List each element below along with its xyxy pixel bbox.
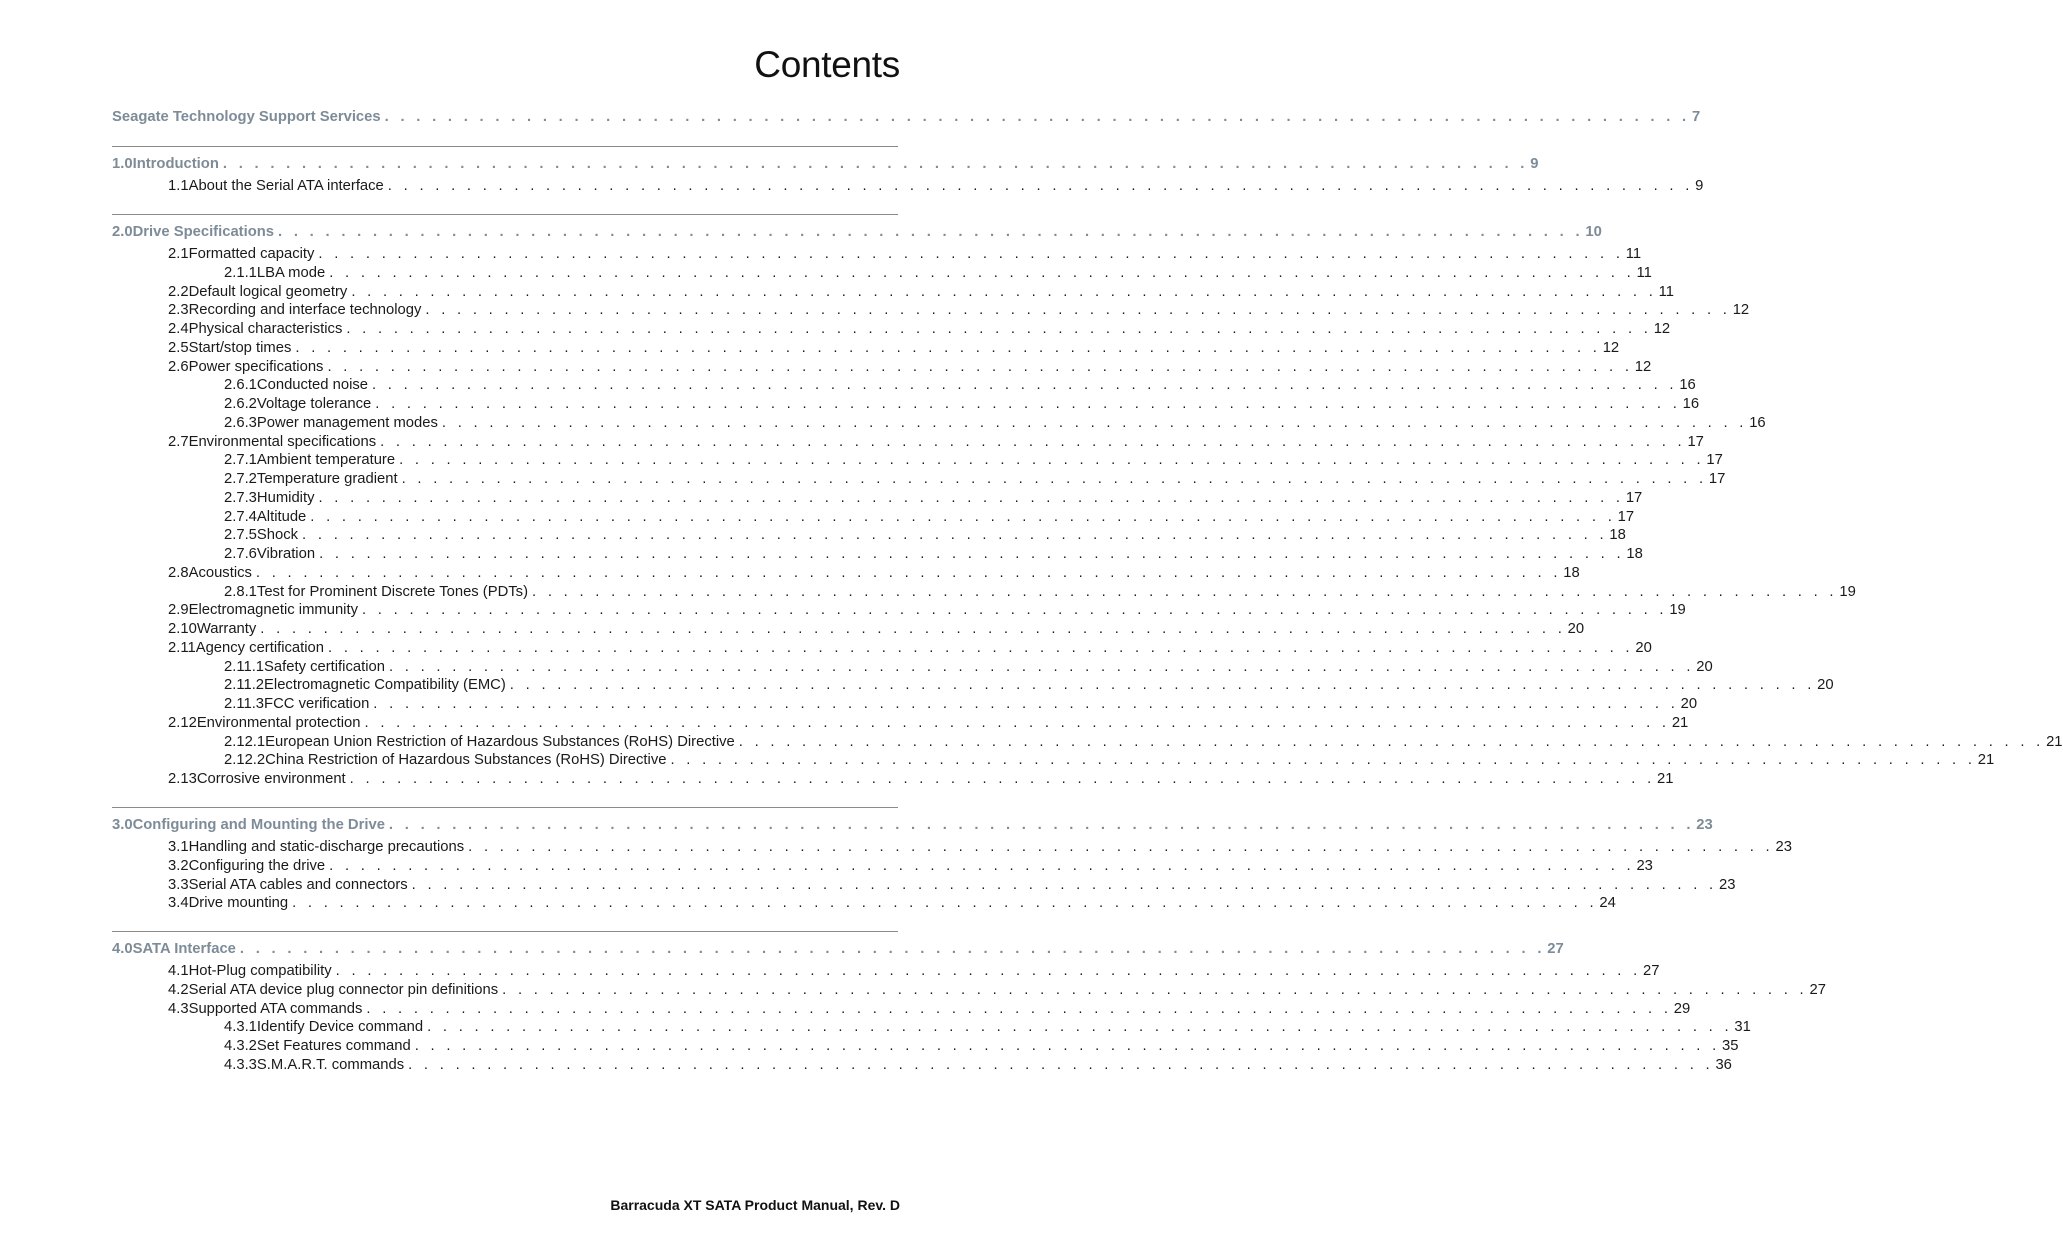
toc-subsection-entry[interactable] xyxy=(168,301,1750,320)
toc-entry-number: 2.11.3 xyxy=(224,696,265,712)
dot-leader: . . . . . . . . . . . . . . . . . . . . . . . . . . . . . . . . . . . . . . . . . . . . . . . . . . . . . . . . . . . . . . . . . . . . . . . . . . . . . . . . . . . xyxy=(222,156,1529,172)
toc-entry-page: 20 xyxy=(1635,640,1652,656)
toc-entry-number: 2.11.2 xyxy=(224,677,265,693)
toc-entry-page: 11 xyxy=(1625,246,1642,262)
toc-entry-page: 12 xyxy=(1634,359,1652,375)
toc-subsection-entry[interactable] xyxy=(168,358,1652,377)
toc-entry-title: LBA mode xyxy=(256,265,326,281)
page-footer: Barracuda XT SATA Product Manual, Rev. D xyxy=(610,1197,900,1213)
toc-entry-number: 4.2 xyxy=(168,982,189,998)
toc-entry-title: Default logical geometry xyxy=(188,284,348,300)
toc-entry-page: 21 xyxy=(1977,752,1995,768)
toc-entry-page: 16 xyxy=(1749,415,1766,431)
toc-subsection-entry[interactable] xyxy=(168,714,1689,733)
dot-leader: . . . . . . . . . . . . . . . . . . . . . . . . . . . . . . . . . . . . . . . . . . . . . . . . . . . . . . . . . . . . . . . . . . . . . . . . . . . . . . . . . . . xyxy=(278,224,1584,240)
toc-entry-number: 2.5 xyxy=(168,340,189,356)
toc-entry-page: 31 xyxy=(1734,1019,1751,1035)
toc-entry-page: 11 xyxy=(1658,284,1675,300)
toc-entry-title: SATA Interface xyxy=(132,941,236,957)
toc-entry-title: European Union Restriction of Hazardous Substances (RoHS) Directive xyxy=(265,734,735,750)
dot-leader: . . . . . . . . . . . . . . . . . . . . . . . . . . . . . . . . . . . . . . . . . . . . . . . . . . . . . . . . . . . . . . . . . . . . . . . . . . . . . . . . . . . xyxy=(670,752,1976,768)
toc-entry-number: 2.6.1 xyxy=(224,377,257,393)
toc-entry-number: 4.3.3 xyxy=(224,1057,257,1073)
toc-subsubsection-entry[interactable] xyxy=(224,751,1995,770)
toc-entry-page: 18 xyxy=(1626,546,1643,562)
toc-subsubsection-entry[interactable] xyxy=(224,470,1726,489)
toc-entry-title: Warranty xyxy=(196,621,257,637)
dot-leader: . . . . . . . . . . . . . . . . . . . . . . . . . . . . . . . . . . . . . . . . . . . . . . . . . . . . . . . . . . . . . . . . . . . . . . . . . . . . . . . . . . . xyxy=(387,178,1694,194)
toc-subsection-entry[interactable] xyxy=(168,639,1652,658)
toc-subsection-entry[interactable] xyxy=(168,1000,1691,1019)
toc-entry-page: 23 xyxy=(1696,817,1713,833)
toc-entry-page: 10 xyxy=(1585,224,1602,240)
toc-entry-title: FCC verification xyxy=(264,696,370,712)
toc-subsection-entry[interactable] xyxy=(168,894,1616,913)
toc-subsubsection-entry[interactable] xyxy=(224,583,1856,602)
dot-leader: . . . . . . . . . . . . . . . . . . . . . . . . . . . . . . . . . . . . . . . . . . . . . . . . . . . . . . . . . . . . . . . . . . . . . . . . . . . . . . . . . . . xyxy=(364,715,1670,731)
dot-leader: . . . . . . . . . . . . . . . . . . . . . . . . . . . . . . . . . . . . . . . . . . . . . . . . . . . . . . . . . . . . . . . . . . . . . . . . . . . . . . . . . . . xyxy=(468,839,1774,855)
toc-entry-number: 2.7.6 xyxy=(224,546,257,562)
toc-entry-title: Humidity xyxy=(256,490,315,506)
toc-entry-title: China Restriction of Hazardous Substances (RoHS) Directive xyxy=(265,752,667,768)
dot-leader: . . . . . . . . . . . . . . . . . . . . . . . . . . . . . . . . . . . . . . . . . . . . . . . . . . . . . . . . . . . . . . . . . . . . . . . . . . . . . . . . . . . xyxy=(302,527,1608,543)
toc-entry-number: 2.4 xyxy=(168,321,189,337)
toc-entry-page: 19 xyxy=(1669,602,1686,618)
toc-entry-number: 3.0 xyxy=(112,817,133,833)
dot-leader: . . . . . . . . . . . . . . . . . . . . . . . . . . . . . . . . . . . . . . . . . . . . . . . . . . . . . . . . . . . . . . . . . . . . . . . . . . . . . . . . . . . xyxy=(329,858,1635,874)
toc-entry-number: 4.1 xyxy=(168,963,189,979)
toc-entry-number: 2.6 xyxy=(168,359,189,375)
toc-entry-page: 12 xyxy=(1653,321,1671,337)
toc-subsubsection-entry[interactable] xyxy=(224,545,1643,564)
toc-entry-page: 17 xyxy=(1617,509,1635,525)
dot-leader: . . . . . . . . . . . . . . . . . . . . . . . . . . . . . . . . . . . . . . . . . . . . . . . . . . . . . . . . . . . . . . . . . . . . . . . . . . . . . . . . . . . xyxy=(401,471,1707,487)
toc-entry-title: Serial ATA cables and connectors xyxy=(188,877,408,893)
toc-entry-page: 36 xyxy=(1715,1057,1732,1073)
dot-leader: . . . . . . . . . . . . . . . . . . . . . . . . . . . . . . . . . . . . . . . . . . . . . . . . . . . . . . . . . . . . . . . . . . . . . . . . . . . . . . . . . . . xyxy=(310,509,1616,525)
toc-entry-page: 29 xyxy=(1673,1001,1691,1017)
toc-entry-page: 27 xyxy=(1547,941,1564,957)
toc-entry-number: 2.1.1 xyxy=(224,265,257,281)
toc-entry-title: Start/stop times xyxy=(188,340,292,356)
dot-leader: . . . . . . . . . . . . . . . . . . . . . . . . . . . . . . . . . . . . . . . . . . . . . . . . . . . . . . . . . . . . . . . . . . . . . . . . . . . . . . . . . . . xyxy=(292,895,1598,911)
toc-entry-number: 2.12 xyxy=(168,715,197,731)
toc-subsection-entry[interactable] xyxy=(168,857,1653,876)
toc-entry-number: 2.6.2 xyxy=(224,396,257,412)
toc-entry-title: Environmental specifications xyxy=(188,434,377,450)
toc-subsubsection-entry[interactable] xyxy=(224,451,1723,470)
toc-entry-title: Configuring the drive xyxy=(188,858,326,874)
dot-leader: . . . . . . . . . . . . . . . . . . . . . . . . . . . . . . . . . . . . . . . . . . . . . . . . . . . . . . . . . . . . . . . . . . . . . . . . . . . . . . . . . . . xyxy=(371,377,1678,393)
toc-entry-number: 4.3.1 xyxy=(224,1019,257,1035)
toc-entry-number: 2.8 xyxy=(168,565,189,581)
toc-entry-number: 2.9 xyxy=(168,602,189,618)
dot-leader: . . . . . . . . . . . . . . . . . . . . . . . . . . . . . . . . . . . . . . . . . . . . . . . . . . . . . . . . . . . . . . . . . . . . . . . . . . . . . . . . . . . xyxy=(346,321,1652,337)
toc-subsubsection-entry[interactable] xyxy=(224,376,1696,395)
toc-entry-number: 2.7.1 xyxy=(224,452,257,468)
dot-leader: . . . . . . . . . . . . . . . . . . . . . . . . . . . . . . . . . . . . . . . . . . . . . . . . . . . . . . . . . . . . . . . . . . . . . . . . . . . . . . . . . . . xyxy=(425,302,1731,318)
toc-subsubsection-entry[interactable] xyxy=(224,658,1713,677)
toc-section-heading[interactable] xyxy=(112,155,1539,174)
toc-entry-number: 3.4 xyxy=(168,895,189,911)
toc-subsubsection-entry[interactable] xyxy=(224,1056,1732,1075)
toc-entry-title: Formatted capacity xyxy=(188,246,315,262)
toc-subsection-entry[interactable] xyxy=(168,283,1675,302)
toc-entry-number: 2.7.2 xyxy=(224,471,257,487)
toc-entry-title: Power management modes xyxy=(256,415,438,431)
toc-entry-page: 23 xyxy=(1718,877,1736,893)
toc-subsubsection-entry[interactable] xyxy=(224,1037,1739,1056)
toc-entry-page: 27 xyxy=(1809,982,1826,998)
toc-subsubsection-entry[interactable] xyxy=(224,676,1834,695)
section-divider xyxy=(112,214,898,215)
toc-entry-title: Shock xyxy=(256,527,299,543)
toc-entry-number: 2.11 xyxy=(168,640,196,656)
toc-entry-title: Seagate Technology Support Services xyxy=(112,109,381,125)
toc-subsection-entry[interactable] xyxy=(168,601,1686,620)
dot-leader: . . . . . . . . . . . . . . . . . . . . . . . . . . . . . . . . . . . . . . . . . . . . . . . . . . . . . . . . . . . . . . . . . . . . . . . . . . . . . . . . . . . xyxy=(502,982,1808,998)
toc-entry-page: 23 xyxy=(1775,839,1792,855)
toc-subsection-entry[interactable] xyxy=(168,962,1660,981)
toc-subsubsection-entry[interactable] xyxy=(224,414,1766,433)
toc-subsection-entry[interactable] xyxy=(168,564,1580,583)
toc-entry-title: Environmental protection xyxy=(196,715,361,731)
toc-entry-title: S.M.A.R.T. commands xyxy=(256,1057,405,1073)
toc-entry-page: 17 xyxy=(1706,452,1723,468)
toc-entry-number: 2.13 xyxy=(168,771,197,787)
toc-entry-page: 21 xyxy=(1657,771,1674,787)
toc-subsubsection-entry[interactable] xyxy=(224,733,2063,752)
dot-leader: . . . . . . . . . . . . . . . . . . . . . . . . . . . . . . . . . . . . . . . . . . . . . . . . . . . . . . . . . . . . . . . . . . . . . . . . . . . . . . . . . . . xyxy=(255,565,1562,581)
toc-entry-number: 4.0 xyxy=(112,941,133,957)
toc-entry-page: 18 xyxy=(1563,565,1580,581)
toc-entry-title: Power specifications xyxy=(188,359,324,375)
toc-subsubsection-entry[interactable] xyxy=(224,264,1652,283)
toc-section-heading[interactable] xyxy=(112,223,1602,242)
toc-entry-title: Serial ATA device plug connector pin definitions xyxy=(188,982,499,998)
toc-entry-title: Supported ATA commands xyxy=(188,1001,363,1017)
toc-entry-title: Corrosive environment xyxy=(196,771,346,787)
toc-entry-title: Recording and interface technology xyxy=(188,302,422,318)
toc-entry-number: 2.3 xyxy=(168,302,189,318)
dot-leader: . . . . . . . . . . . . . . . . . . . . . . . . . . . . . . . . . . . . . . . . . . . . . . . . . . . . . . . . . . . . . . . . . . . . . . . . . . . . . . . . . . . xyxy=(388,817,1695,833)
toc-entry-page: 9 xyxy=(1530,156,1539,172)
section-divider xyxy=(112,146,898,147)
dot-leader: . . . . . . . . . . . . . . . . . . . . . . . . . . . . . . . . . . . . . . . . . . . . . . . . . . . . . . . . . . . . . . . . . . . . . . . . . . . . . . . . . . . xyxy=(380,434,1686,450)
dot-leader: . . . . . . . . . . . . . . . . . . . . . . . . . . . . . . . . . . . . . . . . . . . . . . . . . . . . . . . . . . . . . . . . . . . . . . . . . . . . . . . . . . . xyxy=(411,877,1717,893)
dot-leader: . . . . . . . . . . . . . . . . . . . . . . . . . . . . . . . . . . . . . . . . . . . . . . . . . . . . . . . . . . . . . . . . . . . . . . . . . . . . . . . . . . . xyxy=(319,546,1625,562)
toc-entry-page: 20 xyxy=(1696,659,1713,675)
toc-subsection-entry[interactable] xyxy=(168,876,1736,895)
toc-entry-number: 2.10 xyxy=(168,621,197,637)
toc-subsubsection-entry[interactable] xyxy=(224,695,1698,714)
dot-leader: . . . . . . . . . . . . . . . . . . . . . . . . . . . . . . . . . . . . . . . . . . . . . . . . . . . . . . . . . . . . . . . . . . . . . . . . . . . . . . . . . . . xyxy=(328,640,1634,656)
toc-entry-title: Physical characteristics xyxy=(188,321,343,337)
toc-entry-title: Agency certification xyxy=(195,640,325,656)
toc-section-heading[interactable] xyxy=(112,940,1564,959)
toc-entry-title: Electromagnetic Compatibility (EMC) xyxy=(264,677,506,693)
toc-entry-page: 12 xyxy=(1732,302,1750,318)
dot-leader: . . . . . . . . . . . . . . . . . . . . . . . . . . . . . . . . . . . . . . . . . . . . . . . . . . . . . . . . . . . . . . . . . . . . . . . . . . . . . . . . . . . xyxy=(399,452,1705,468)
toc-entry-page: 17 xyxy=(1687,434,1704,450)
toc-entry-number: 2.0 xyxy=(112,224,133,240)
toc-entry-page: 17 xyxy=(1625,490,1643,506)
dot-leader: . . . . . . . . . . . . . . . . . . . . . . . . . . . . . . . . . . . . . . . . . . . . . . . . . . . . . . . . . . . . . . . . . . . . . . . . . . . . . . . . . . . xyxy=(349,771,1655,787)
section-divider xyxy=(112,931,898,932)
toc-subsection-entry[interactable] xyxy=(168,320,1671,339)
dot-leader: . . . . . . . . . . . . . . . . . . . . . . . . . . . . . . . . . . . . . . . . . . . . . . . . . . . . . . . . . . . . . . . . . . . . . . . . . . . . . . . . . . . xyxy=(384,109,1690,125)
toc-entry-number: 1.0 xyxy=(112,156,133,172)
dot-leader: . . . . . . . . . . . . . . . . . . . . . . . . . . . . . . . . . . . . . . . . . . . . . . . . . . . . . . . . . . . . . . . . . . . . . . . . . . . . . . . . . . . xyxy=(509,677,1816,693)
toc-entry-number: 2.12.1 xyxy=(224,734,266,750)
toc-entry-title: Identify Device command xyxy=(256,1019,424,1035)
dot-leader: . . . . . . . . . . . . . . . . . . . . . . . . . . . . . . . . . . . . . . . . . . . . . . . . . . . . . . . . . . . . . . . . . . . . . . . . . . . . . . . . . . . xyxy=(414,1038,1721,1054)
toc-subsection-entry[interactable] xyxy=(168,770,1674,789)
toc-subsection-entry[interactable] xyxy=(168,981,1826,1000)
toc-entry-title: Introduction xyxy=(132,156,219,172)
toc-entry-page: 21 xyxy=(2046,734,2063,750)
dot-leader: . . . . . . . . . . . . . . . . . . . . . . . . . . . . . . . . . . . . . . . . . . . . . . . . . . . . . . . . . . . . . . . . . . . . . . . . . . . . . . . . . . . xyxy=(295,340,1601,356)
toc-entry-page: 16 xyxy=(1679,377,1696,393)
dot-leader: . . . . . . . . . . . . . . . . . . . . . . . . . . . . . . . . . . . . . . . . . . . . . . . . . . . . . . . . . . . . . . . . . . . . . . . . . . . . . . . . . . . xyxy=(738,734,2045,750)
dot-leader: . . . . . . . . . . . . . . . . . . . . . . . . . . . . . . . . . . . . . . . . . . . . . . . . . . . . . . . . . . . . . . . . . . . . . . . . . . . . . . . . . . . xyxy=(408,1057,1714,1073)
dot-leader: . . . . . . . . . . . . . . . . . . . . . . . . . . . . . . . . . . . . . . . . . . . . . . . . . . . . . . . . . . . . . . . . . . . . . . . . . . . . . . . . . . . xyxy=(239,941,1546,957)
toc-entry-page: 16 xyxy=(1682,396,1700,412)
toc-subsection-entry[interactable] xyxy=(168,339,1620,358)
toc-entry-page: 20 xyxy=(1817,677,1834,693)
toc-entry-number: 2.1 xyxy=(168,246,189,262)
dot-leader: . . . . . . . . . . . . . . . . . . . . . . . . . . . . . . . . . . . . . . . . . . . . . . . . . . . . . . . . . . . . . . . . . . . . . . . . . . . . . . . . . . . xyxy=(388,659,1695,675)
toc-subsection-entry[interactable] xyxy=(168,245,1642,264)
toc-subsubsection-entry[interactable] xyxy=(224,489,1643,508)
toc-entry-number: 2.7.4 xyxy=(224,509,257,525)
dot-leader: . . . . . . . . . . . . . . . . . . . . . . . . . . . . . . . . . . . . . . . . . . . . . . . . . . . . . . . . . . . . . . . . . . . . . . . . . . . . . . . . . . . xyxy=(361,602,1668,618)
toc-entry-page: 20 xyxy=(1567,621,1585,637)
dot-leader: . . . . . . . . . . . . . . . . . . . . . . . . . . . . . . . . . . . . . . . . . . . . . . . . . . . . . . . . . . . . . . . . . . . . . . . . . . . . . . . . . . . xyxy=(375,396,1681,412)
toc-entry-title: Voltage tolerance xyxy=(256,396,372,412)
toc-entry-title: Drive mounting xyxy=(188,895,289,911)
toc-entry-title: Handling and static-discharge precautions xyxy=(188,839,465,855)
toc-entry-number: 2.6.3 xyxy=(224,415,257,431)
toc-entry-number: 2.8.1 xyxy=(224,584,257,600)
toc-entry-title: Hot-Plug compatibility xyxy=(188,963,332,979)
toc-entry-number: 2.2 xyxy=(168,284,189,300)
dot-leader: . . . . . . . . . . . . . . . . . . . . . . . . . . . . . . . . . . . . . . . . . . . . . . . . . . . . . . . . . . . . . . . . . . . . . . . . . . . . . . . . . . . xyxy=(441,415,1748,431)
page-title: Contents xyxy=(754,44,900,85)
toc-entry-page: 23 xyxy=(1636,858,1653,874)
toc-entry-title: Configuring and Mounting the Drive xyxy=(132,817,385,833)
dot-leader: . . . . . . . . . . . . . . . . . . . . . . . . . . . . . . . . . . . . . . . . . . . . . . . . . . . . . . . . . . . . . . . . . . . . . . . . . . . . . . . . . . . xyxy=(318,490,1624,506)
dot-leader: . . . . . . . . . . . . . . . . . . . . . . . . . . . . . . . . . . . . . . . . . . . . . . . . . . . . . . . . . . . . . . . . . . . . . . . . . . . . . . . . . . . xyxy=(329,265,1635,281)
toc-subsection-entry[interactable] xyxy=(168,838,1792,857)
toc-entry-title: Drive Specifications xyxy=(132,224,275,240)
toc-subsection-entry[interactable] xyxy=(168,620,1585,639)
toc-entry-page: 19 xyxy=(1839,584,1856,600)
toc-entry-number: 4.3 xyxy=(168,1001,189,1017)
toc-entry-number: 2.7.3 xyxy=(224,490,257,506)
toc-entry-page: 18 xyxy=(1609,527,1626,543)
dot-leader: . . . . . . . . . . . . . . . . . . . . . . . . . . . . . . . . . . . . . . . . . . . . . . . . . . . . . . . . . . . . . . . . . . . . . . . . . . . . . . . . . . . xyxy=(373,696,1679,712)
toc-entry-number: 2.7 xyxy=(168,434,189,450)
toc-entry-page: 7 xyxy=(1691,109,1701,125)
toc-subsection-entry[interactable] xyxy=(168,177,1704,196)
toc-entry-title: Test for Prominent Discrete Tones (PDTs) xyxy=(256,584,529,600)
toc-entry-number: 2.7.5 xyxy=(224,527,257,543)
toc-subsubsection-entry[interactable] xyxy=(224,526,1626,545)
toc-entry-page: 11 xyxy=(1636,265,1652,281)
toc-entry-number: 3.2 xyxy=(168,858,189,874)
toc-subsubsection-entry[interactable] xyxy=(224,395,1700,414)
toc-entry-page: 12 xyxy=(1602,340,1620,356)
toc-section-heading[interactable] xyxy=(112,816,1713,835)
toc-entry-title: Acoustics xyxy=(188,565,252,581)
dot-leader: . . . . . . . . . . . . . . . . . . . . . . . . . . . . . . . . . . . . . . . . . . . . . . . . . . . . . . . . . . . . . . . . . . . . . . . . . . . . . . . . . . . xyxy=(427,1019,1733,1035)
toc-entry-page: 17 xyxy=(1708,471,1726,487)
dot-leader: . . . . . . . . . . . . . . . . . . . . . . . . . . . . . . . . . . . . . . . . . . . . . . . . . . . . . . . . . . . . . . . . . . . . . . . . . . . . . . . . . . . xyxy=(318,246,1624,262)
dot-leader: . . . . . . . . . . . . . . . . . . . . . . . . . . . . . . . . . . . . . . . . . . . . . . . . . . . . . . . . . . . . . . . . . . . . . . . . . . . . . . . . . . . xyxy=(335,963,1641,979)
toc-entry-page: 21 xyxy=(1671,715,1689,731)
toc-entry-title: Ambient temperature xyxy=(256,452,396,468)
toc-entry-title: Electromagnetic immunity xyxy=(188,602,358,618)
toc-entry-page: 35 xyxy=(1722,1038,1739,1054)
toc-entry-title: Temperature gradient xyxy=(256,471,398,487)
toc-entry-number: 3.1 xyxy=(168,839,189,855)
dot-leader: . . . . . . . . . . . . . . . . . . . . . . . . . . . . . . . . . . . . . . . . . . . . . . . . . . . . . . . . . . . . . . . . . . . . . . . . . . . . . . . . . . . xyxy=(351,284,1657,300)
toc-support-services[interactable] xyxy=(112,108,1701,127)
dot-leader: . . . . . . . . . . . . . . . . . . . . . . . . . . . . . . . . . . . . . . . . . . . . . . . . . . . . . . . . . . . . . . . . . . . . . . . . . . . . . . . . . . . xyxy=(327,359,1633,375)
toc-entry-number: 2.12.2 xyxy=(224,752,266,768)
toc-entry-title: Conducted noise xyxy=(256,377,368,393)
toc-entry-title: Altitude xyxy=(256,509,307,525)
toc-subsection-entry[interactable] xyxy=(168,433,1704,452)
toc-entry-number: 4.3.2 xyxy=(224,1038,257,1054)
dot-leader: . . . . . . . . . . . . . . . . . . . . . . . . . . . . . . . . . . . . . . . . . . . . . . . . . . . . . . . . . . . . . . . . . . . . . . . . . . . . . . . . . . . xyxy=(532,584,1838,600)
toc-entry-page: 9 xyxy=(1695,178,1704,194)
toc-entry-page: 24 xyxy=(1599,895,1616,911)
section-divider xyxy=(112,807,898,808)
dot-leader: . . . . . . . . . . . . . . . . . . . . . . . . . . . . . . . . . . . . . . . . . . . . . . . . . . . . . . . . . . . . . . . . . . . . . . . . . . . . . . . . . . . xyxy=(366,1001,1672,1017)
toc-entry-number: 1.1 xyxy=(168,178,189,194)
toc-entry-page: 20 xyxy=(1680,696,1698,712)
toc-entry-title: Set Features command xyxy=(256,1038,411,1054)
dot-leader: . . . . . . . . . . . . . . . . . . . . . . . . . . . . . . . . . . . . . . . . . . . . . . . . . . . . . . . . . . . . . . . . . . . . . . . . . . . . . . . . . . . xyxy=(260,621,1566,637)
toc-entry-number: 3.3 xyxy=(168,877,189,893)
toc-entry-title: About the Serial ATA interface xyxy=(188,178,384,194)
toc-entry-page: 27 xyxy=(1643,963,1660,979)
toc-entry-title: Vibration xyxy=(256,546,316,562)
toc-subsubsection-entry[interactable] xyxy=(224,508,1635,527)
toc-entry-number: 2.11.1 xyxy=(224,659,265,675)
toc-entry-title: Safety certification xyxy=(264,659,385,675)
toc-subsubsection-entry[interactable] xyxy=(224,1018,1751,1037)
